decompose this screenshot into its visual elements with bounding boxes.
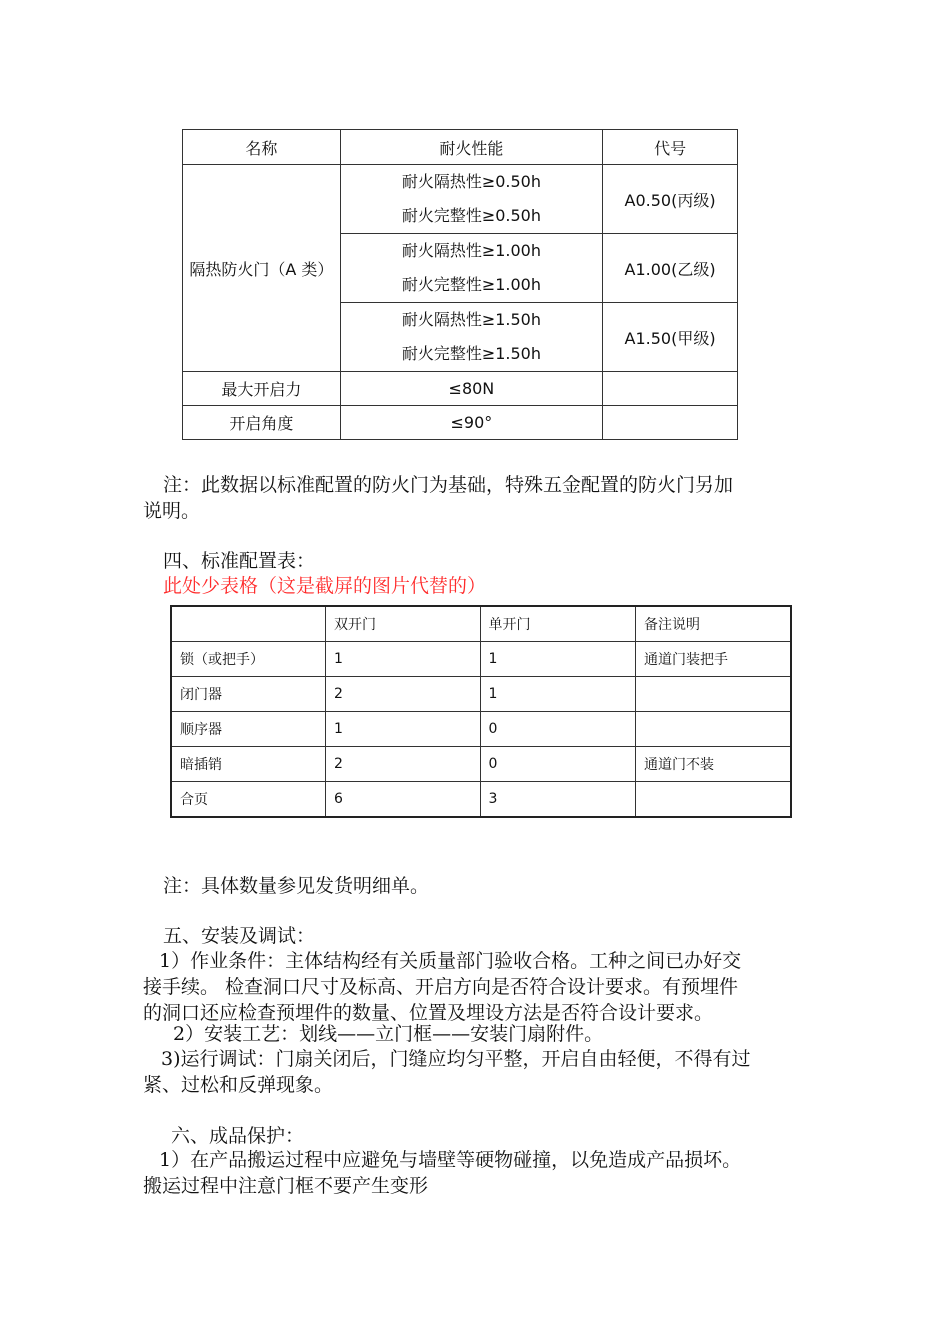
table-cell: 1 [326, 642, 480, 677]
table-header-row [171, 606, 791, 642]
row-value: ≤80N [340, 372, 602, 406]
performance-line: 耐火隔热性≥1.00h [401, 241, 541, 260]
code-cell: A0.50(丙级) [603, 165, 738, 234]
section-6-paragraph-1 [143, 1147, 813, 1199]
table-cell: 1 [326, 712, 480, 747]
table-cell: 6 [326, 782, 480, 818]
table-row [171, 677, 791, 712]
header-name: 名称 [183, 130, 341, 165]
section-5-paragraph-2: 2）安装工艺：划线——立门框——安装门扇附件。 [173, 1023, 604, 1045]
row-code [603, 372, 738, 406]
table-row [171, 712, 791, 747]
row-name: 最大开启力 [183, 372, 341, 406]
table-row [183, 165, 738, 234]
table-row [183, 372, 738, 406]
note-1-line: 说明。 [143, 500, 201, 522]
code-cell: A1.00(乙级) [603, 234, 738, 303]
row-value: ≤90° [340, 406, 602, 440]
section-5-title: 五、安装及调试： [163, 925, 316, 947]
group-name-cell: 隔热防火门（A 类） [183, 165, 341, 372]
row-name: 开启角度 [183, 406, 341, 440]
section-5-paragraph-3 [143, 1046, 813, 1098]
performance-line: 耐火完整性≥1.00h [401, 275, 541, 294]
performance-cell [340, 234, 602, 303]
performance-line: 耐火隔热性≥1.50h [401, 310, 541, 329]
table-row [171, 747, 791, 782]
table-cell: 闭门器 [171, 677, 326, 712]
header-cell: 备注说明 [635, 606, 791, 642]
table-cell [635, 782, 791, 818]
table-row [183, 406, 738, 440]
row-code [603, 406, 738, 440]
code-cell: A1.50(甲级) [603, 303, 738, 372]
paragraph-line: 紧、过松和反弹现象。 [143, 1074, 334, 1096]
paragraph-line: 搬运过程中注意门框不要产生变形 [143, 1175, 429, 1197]
table-cell: 锁（或把手） [171, 642, 326, 677]
note-1 [143, 472, 813, 524]
table-cell [635, 677, 791, 712]
section-6-title: 六、成品保护： [171, 1125, 305, 1147]
fire-door-performance-table [182, 129, 738, 440]
section-5-paragraph-1 [143, 948, 813, 1026]
paragraph-line: 接手续。 检查洞口尺寸及标高、开启方向是否符合设计要求。有预埋件 [143, 976, 739, 998]
table-cell: 3 [480, 782, 635, 818]
header-performance: 耐火性能 [340, 130, 602, 165]
table-cell: 2 [326, 747, 480, 782]
performance-line: 耐火隔热性≥0.50h [401, 172, 541, 191]
performance-cell [340, 165, 602, 234]
note-1-line: 注：此数据以标准配置的防火门为基础，特殊五金配置的防火门另加 [163, 474, 734, 496]
performance-cell [340, 303, 602, 372]
table-header-row [183, 130, 738, 165]
section-4-title: 四、标准配置表： [163, 550, 316, 572]
standard-config-table [170, 605, 792, 818]
table-cell: 0 [480, 747, 635, 782]
paragraph-line: 1）作业条件：主体结构经有关质量部门验收合格。工种之间已办好交 [159, 950, 742, 972]
table-cell: 通道门装把手 [635, 642, 791, 677]
table-cell: 2 [326, 677, 480, 712]
header-code: 代号 [603, 130, 738, 165]
table-cell: 合页 [171, 782, 326, 818]
table-row [171, 782, 791, 818]
header-cell [171, 606, 326, 642]
table-row [171, 642, 791, 677]
performance-line: 耐火完整性≥0.50h [401, 206, 541, 225]
header-cell: 单开门 [480, 606, 635, 642]
table-cell: 顺序器 [171, 712, 326, 747]
table-cell: 0 [480, 712, 635, 747]
paragraph-line: 3)运行调试：门扇关闭后，门缝应均匀平整，开启自由轻便，不得有过 [161, 1048, 751, 1070]
header-cell: 双开门 [326, 606, 480, 642]
table-cell: 1 [480, 677, 635, 712]
table-cell: 通道门不装 [635, 747, 791, 782]
note-2: 注：具体数量参见发货明细单。 [163, 875, 430, 897]
paragraph-line: 1）在产品搬运过程中应避免与墙壁等硬物碰撞，以免造成产品损坏。 [159, 1149, 742, 1171]
missing-table-note: 此处少表格（这是截屏的图片代替的） [163, 575, 487, 597]
table-cell [635, 712, 791, 747]
performance-line: 耐火完整性≥1.50h [401, 344, 541, 363]
table-cell: 暗插销 [171, 747, 326, 782]
paragraph-line: 的洞口还应检查预埋件的数量、位置及埋设方法是否符合设计要求。 [143, 1002, 714, 1024]
table-cell: 1 [480, 642, 635, 677]
